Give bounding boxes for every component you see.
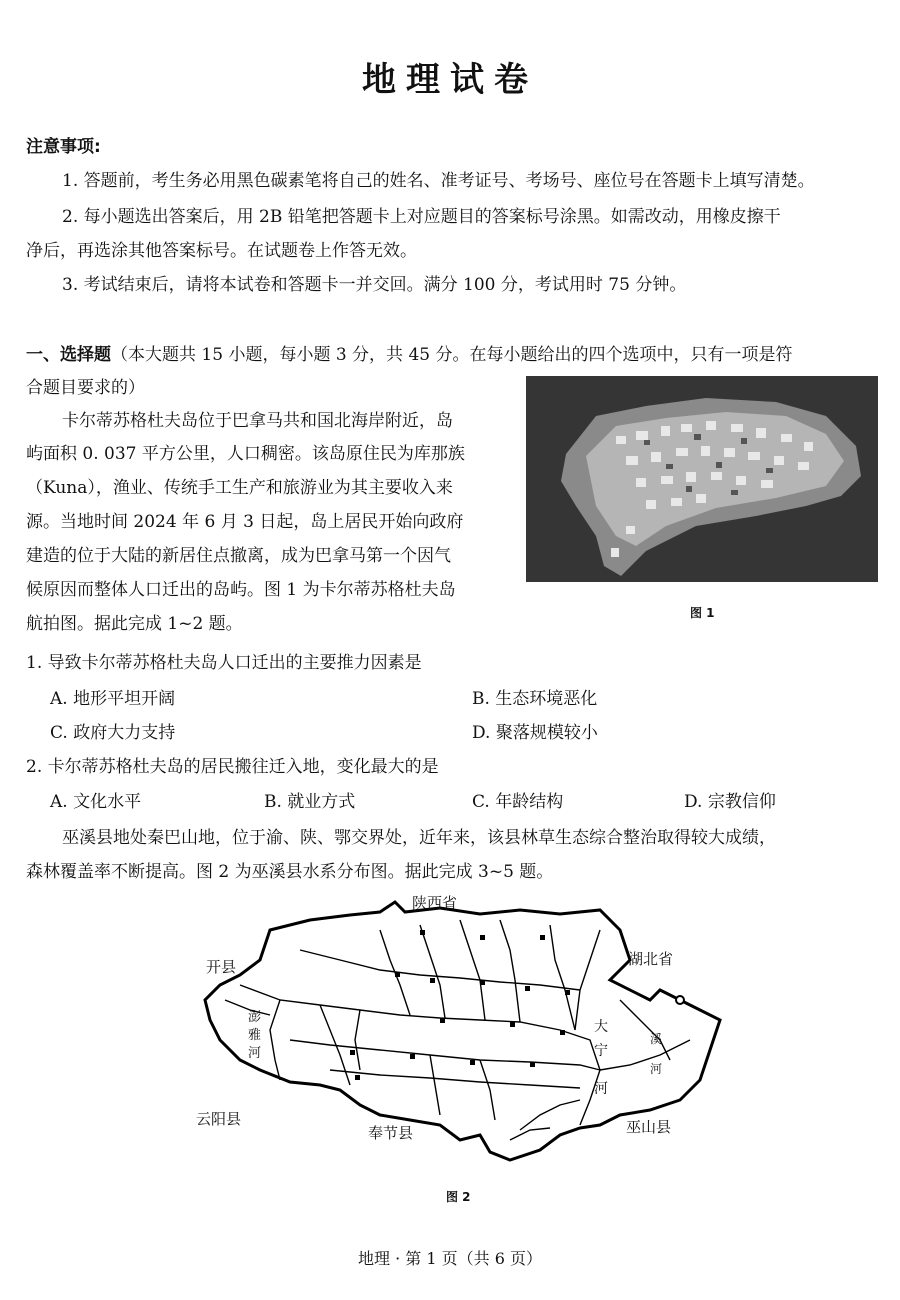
question-2-option-b: B. 就业方式 [264, 792, 356, 812]
notice-item-3: 3. 考试结束后，请将本试卷和答题卡一并交回。满分 100 分，考试用时 75 分钟。 [62, 275, 687, 295]
map-label-river-char-4: 大 [594, 1019, 608, 1035]
map-label-fengjie: 奉节县 [368, 1124, 414, 1142]
page-title: 地理试卷 [362, 60, 538, 100]
passage-1-line-5: 建造的位于大陆的新居住点撤离，成为巴拿马第一个因气 [26, 546, 451, 566]
section-1-desc-line-2: 合题目要求的） [26, 378, 145, 398]
section-1-header [26, 344, 793, 366]
passage-1-line-6: 候原因而整体人口迁出的岛屿。图 1 为卡尔蒂苏格杜夫岛 [26, 580, 456, 600]
figure-2-caption: 图 2 [446, 1190, 471, 1204]
map-label-kaixian: 开县 [206, 958, 237, 976]
map-label-river-char-5: 宁 [594, 1043, 608, 1059]
notice-heading: 注意事项: [26, 137, 101, 157]
passage-1-line-2: 屿面积 0. 037 平方公里，人口稠密。该岛原住民为库那族 [26, 444, 465, 464]
passage-2-line-1: 巫溪县地处秦巴山地，位于渝、陕、鄂交界处，近年来，该县林草生态综合整治取得较大成绩， [62, 828, 776, 848]
map-label-river-char-8: 河 [650, 1062, 663, 1076]
section-1-heading: 一、选择题 [26, 345, 111, 365]
section-1-desc-line-1: （本大题共 15 小题，每小题 3 分，共 45 分。在每小题给出的四个选项中，只有一项是符 [111, 345, 793, 365]
page-footer: 地理 · 第 1 页（共 6 页） [358, 1249, 542, 1268]
river-network [225, 920, 690, 1140]
map-label-yunyang: 云阳县 [196, 1110, 242, 1128]
map-label-hubei: 湖北省 [628, 950, 674, 968]
question-2-option-a: A. 文化水平 [50, 792, 142, 812]
question-2-option-d: D. 宗教信仰 [684, 792, 776, 812]
town-marker [676, 996, 684, 1004]
passage-1-line-4: 源。当地时间 2024 年 6 月 3 日起，岛上居民开始向政府 [26, 512, 464, 532]
notice-item-1: 1. 答题前，考生务必用黑色碳素笔将自己的姓名、准考证号、考场号、座位号在答题卡上填写清楚。 [62, 171, 815, 191]
passage-1-line-1: 卡尔蒂苏格杜夫岛位于巴拿马共和国北海岸附近，岛 [62, 411, 453, 431]
question-1-option-b: B. 生态环境恶化 [472, 689, 598, 709]
notice-item-2-line-2: 净后，再选涂其他答案标号。在试题卷上作答无效。 [26, 241, 417, 261]
map-label-shaanxi: 陕西省 [412, 894, 458, 912]
map-label-river-char-6: 河 [594, 1081, 608, 1097]
map-label-wushan: 巫山县 [626, 1118, 672, 1136]
map-label-river-char-3: 河 [248, 1046, 262, 1061]
passage-1-line-3: （Kuna），渔业、传统手工生产和旅游业为其主要收入来 [26, 478, 453, 498]
question-2-option-c: C. 年龄结构 [472, 792, 564, 812]
question-1-stem: 1. 导致卡尔蒂苏格杜夫岛人口迁出的主要推力因素是 [26, 653, 422, 673]
question-1-option-d: D. 聚落规模较小 [472, 723, 598, 743]
question-1-option-a: A. 地形平坦开阔 [50, 689, 176, 709]
question-1-option-c: C. 政府大力支持 [50, 723, 176, 743]
question-2-stem: 2. 卡尔蒂苏格杜夫岛的居民搬往迁入地，变化最大的是 [26, 757, 439, 777]
map-label-river-char-2: 雅 [248, 1028, 262, 1043]
passage-2-line-2: 森林覆盖率不断提高。图 2 为巫溪县水系分布图。据此完成 3~5 题。 [26, 862, 554, 882]
notice-item-2-line-1: 2. 每小题选出答案后，用 2B 铅笔把答题卡上对应题目的答案标号涂黑。如需改动，用橡皮擦干 [62, 207, 781, 227]
passage-1-line-7: 航拍图。据此完成 1~2 题。 [26, 614, 243, 634]
map-label-river-char-7: 溪 [650, 1032, 663, 1046]
figure-1-aerial-photo [526, 376, 878, 582]
figure-1-caption: 图 1 [690, 606, 715, 620]
map-label-river-char-1: 澎 [248, 1010, 262, 1025]
